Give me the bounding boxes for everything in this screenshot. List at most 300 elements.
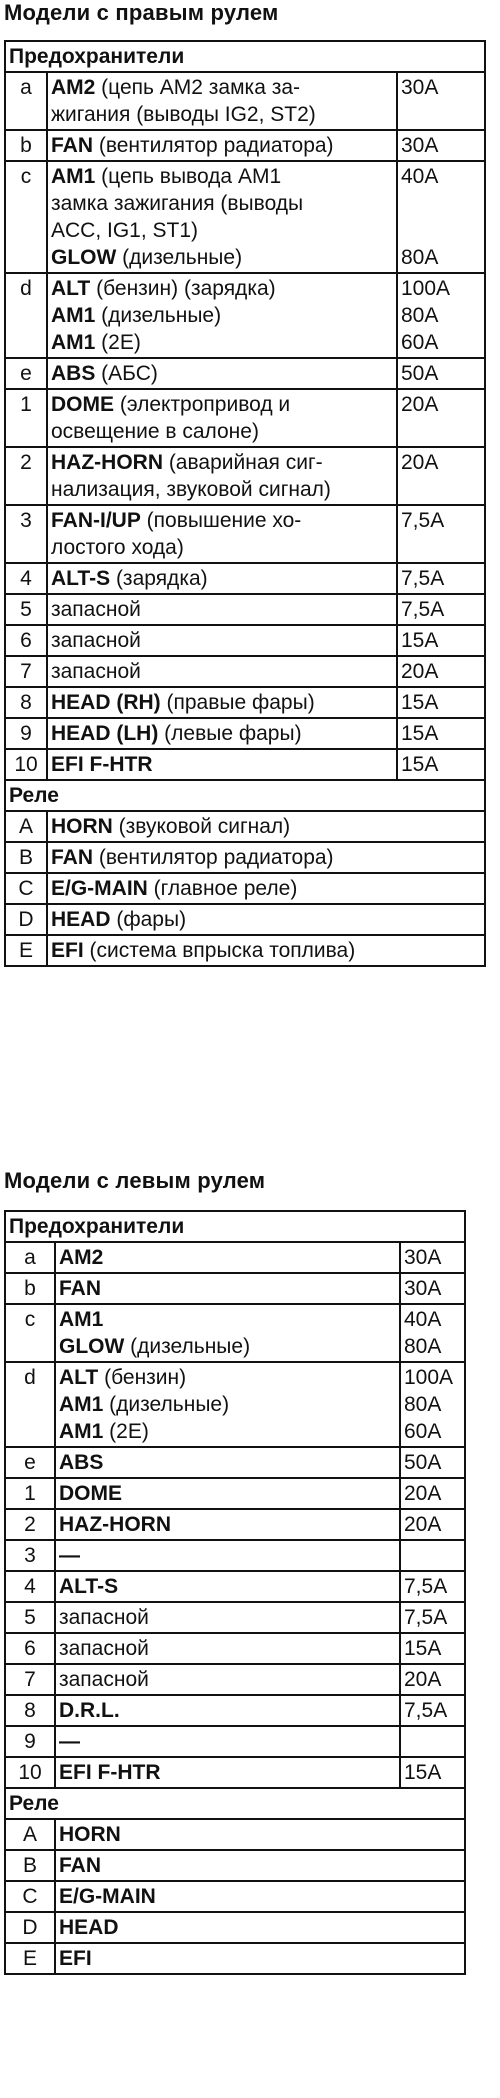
fuse-amperage: [400, 1447, 465, 1478]
fuse-description: [47, 130, 397, 161]
fuse-row: [5, 1695, 465, 1726]
fuse-amperage: [400, 1602, 465, 1633]
fuse-name: AM1: [51, 331, 96, 354]
fuses-heading: Предохранители: [5, 41, 485, 72]
fuse-amperage: [397, 594, 485, 625]
fuse-line: [51, 217, 393, 244]
amperage-value: 80A: [401, 246, 439, 269]
amperage-value: 7,5A: [404, 1699, 448, 1722]
fuse-id: b: [5, 130, 47, 161]
amperage-value: [404, 1728, 461, 1755]
relay-note: (звуковой сигнал): [112, 815, 291, 838]
relay-description: [55, 1881, 465, 1912]
amperage-value: 60A: [401, 331, 439, 354]
fuse-amperage: [397, 358, 485, 389]
relay-row: [5, 1850, 465, 1881]
relay-id: C: [5, 873, 47, 904]
fuse-description: [55, 1602, 400, 1633]
fuse-id: b: [5, 1273, 55, 1304]
fuse-line: [51, 74, 393, 101]
fuse-description: [55, 1695, 400, 1726]
relay-description: [47, 904, 485, 935]
fuse-name: ALT: [51, 277, 91, 300]
relay-id: A: [5, 811, 47, 842]
fuse-amperage: [397, 447, 485, 505]
fuse-description: [47, 358, 397, 389]
fuse-note: (цепь вывода AM1: [95, 165, 282, 188]
amperage-value: [401, 217, 481, 244]
fuse-description: [47, 389, 397, 447]
fuse-id: c: [5, 1304, 55, 1362]
fuse-description: [47, 749, 397, 780]
fuse-note: (зарядка): [110, 567, 208, 590]
fuse-line: [59, 1275, 396, 1302]
fuse-note: замка зажигания (выводы: [51, 192, 304, 215]
fuse-row: [5, 1571, 465, 1602]
fuse-line: [59, 1418, 396, 1445]
lhd-fuse-table: [4, 1210, 466, 1975]
fuse-row: [5, 72, 485, 130]
fuse-name: HEAD (LH): [51, 722, 159, 745]
fuse-description: [55, 1633, 400, 1664]
rhd-section-title: Модели с правым рулем: [4, 0, 279, 25]
fuse-id: 1: [5, 389, 47, 447]
fuse-description: [47, 718, 397, 749]
fuse-amperage: [400, 1304, 465, 1362]
fuse-id: 6: [5, 625, 47, 656]
fuse-amperage: [400, 1726, 465, 1757]
fuse-name: AM1: [59, 1308, 104, 1331]
fuse-note: (вентилятор радиатора): [93, 134, 334, 157]
fuse-name: ALT-S: [59, 1575, 119, 1598]
amperage-value: 80A: [401, 304, 439, 327]
relay-description: [47, 873, 485, 904]
fuse-id: 4: [5, 563, 47, 594]
fuse-description: [47, 625, 397, 656]
fuse-description: [55, 1540, 400, 1571]
relays-heading-row: [5, 780, 485, 811]
amperage-value: 30A: [404, 1277, 442, 1300]
fuse-description: [55, 1726, 400, 1757]
relay-description: [47, 811, 485, 842]
amperage-value: 7,5A: [401, 567, 445, 590]
relay-id: E: [5, 935, 47, 966]
fuse-amperage: [397, 273, 485, 358]
fuse-name: —: [59, 1544, 80, 1567]
fuse-id: 6: [5, 1633, 55, 1664]
relay-row: [5, 1819, 465, 1850]
fuse-note: (левые фары): [158, 722, 302, 745]
fuse-line: [51, 132, 393, 159]
relay-row: [5, 811, 485, 842]
fuse-line: [59, 1511, 396, 1538]
fuse-description: [55, 1664, 400, 1695]
amperage-value: 80A: [404, 1393, 442, 1416]
fuse-name: ALT: [59, 1366, 99, 1389]
fuse-name: DOME: [59, 1482, 122, 1505]
fuse-line: [59, 1244, 396, 1271]
fuse-description: [55, 1362, 400, 1447]
fuse-line: [51, 163, 393, 190]
relay-row: [5, 1912, 465, 1943]
fuse-name: ALT-S: [51, 567, 111, 590]
fuse-note: запасной: [51, 660, 141, 683]
fuse-line: [51, 720, 393, 747]
fuse-line: [59, 1666, 396, 1693]
fuse-line: [59, 1364, 396, 1391]
fuse-note: лостого хода): [51, 536, 184, 559]
fuses-heading-row: [5, 1211, 465, 1242]
fuse-description: [47, 563, 397, 594]
fuse-line: [51, 329, 393, 356]
relay-name: FAN: [59, 1854, 101, 1877]
fuse-row: [5, 1509, 465, 1540]
fuse-note: ACC, IG1, ST1): [51, 219, 199, 242]
fuse-description: [55, 1757, 400, 1788]
fuse-description: [47, 72, 397, 130]
fuse-line: [59, 1449, 396, 1476]
fuse-description: [55, 1304, 400, 1362]
fuse-line: [51, 689, 393, 716]
fuse-amperage: [397, 505, 485, 563]
relay-row: [5, 1943, 465, 1974]
relay-name: HEAD: [51, 908, 111, 931]
relay-id: E: [5, 1943, 55, 1974]
rhd-fuse-table: [4, 40, 486, 967]
amperage-value: 20A: [404, 1668, 442, 1691]
fuse-row: [5, 1540, 465, 1571]
fuse-description: [55, 1478, 400, 1509]
fuse-id: 10: [5, 1757, 55, 1788]
fuse-note: (дизельные): [103, 1393, 230, 1416]
fuse-description: [55, 1571, 400, 1602]
fuse-line: [59, 1697, 396, 1724]
fuse-row: [5, 749, 485, 780]
relay-id: D: [5, 1912, 55, 1943]
lhd-section-title: Модели с левым рулем: [4, 1168, 266, 1193]
relay-id: C: [5, 1881, 55, 1912]
amperage-value: 30A: [401, 76, 439, 99]
fuse-id: a: [5, 72, 47, 130]
fuse-description: [55, 1242, 400, 1273]
relay-description: [55, 1912, 465, 1943]
amperage-value: [404, 1542, 461, 1569]
fuse-description: [47, 594, 397, 625]
relay-description: [47, 935, 485, 966]
relays-heading: Реле: [5, 1788, 465, 1819]
fuse-row: [5, 1664, 465, 1695]
relay-id: A: [5, 1819, 55, 1850]
fuse-id: 8: [5, 1695, 55, 1726]
fuse-line: [51, 391, 393, 418]
fuse-name: AM1: [51, 165, 96, 188]
fuse-amperage: [397, 625, 485, 656]
fuse-name: FAN: [51, 134, 93, 157]
fuse-id: 2: [5, 1509, 55, 1540]
fuse-name: GLOW: [51, 246, 117, 269]
relay-row: [5, 873, 485, 904]
fuse-amperage: [397, 749, 485, 780]
fuse-line: [51, 418, 393, 445]
fuses-heading-row: [5, 41, 485, 72]
relay-name: E/G-MAIN: [59, 1885, 156, 1908]
fuse-name: AM1: [51, 304, 96, 327]
fuse-description: [47, 161, 397, 273]
fuse-note: (2E): [95, 331, 141, 354]
fuse-note: жигания (выводы IG2, ST2): [51, 103, 316, 126]
fuse-name: AM2: [59, 1246, 104, 1269]
fuse-row: [5, 358, 485, 389]
relay-name: HORN: [51, 815, 113, 838]
fuse-note: (электропривод и: [114, 393, 291, 416]
fuse-amperage: [397, 130, 485, 161]
relay-description: [55, 1819, 465, 1850]
fuse-row: [5, 273, 485, 358]
fuse-amperage: [397, 161, 485, 273]
relay-note: (главное реле): [147, 877, 298, 900]
amperage-value: 15A: [404, 1761, 442, 1784]
amperage-value: [401, 190, 481, 217]
fuse-line: [51, 476, 393, 503]
fuse-description: [55, 1447, 400, 1478]
amperage-value: 50A: [401, 362, 439, 385]
fuse-id: 2: [5, 447, 47, 505]
fuse-id: 8: [5, 687, 47, 718]
fuse-note: (цепь AM2 замка за-: [95, 76, 301, 99]
amperage-value: 20A: [401, 451, 439, 474]
fuse-row: [5, 1633, 465, 1664]
fuse-description: [47, 273, 397, 358]
amperage-value: 7,5A: [404, 1575, 448, 1598]
fuse-row: [5, 161, 485, 273]
fuse-line: [51, 244, 393, 271]
fuse-row: [5, 718, 485, 749]
relay-row: [5, 935, 485, 966]
fuse-name: HAZ-HORN: [51, 451, 163, 474]
relay-id: B: [5, 842, 47, 873]
fuse-note: (дизельные): [116, 246, 243, 269]
amperage-value: 80A: [404, 1335, 442, 1358]
fuse-description: [47, 687, 397, 718]
amperage-value: 15A: [401, 629, 439, 652]
fuse-row: [5, 1273, 465, 1304]
fuse-id: 7: [5, 1664, 55, 1695]
fuse-id: 3: [5, 1540, 55, 1571]
fuse-name: DOME: [51, 393, 114, 416]
relays-heading-row: [5, 1788, 465, 1819]
fuse-description: [55, 1509, 400, 1540]
fuse-id: e: [5, 1447, 55, 1478]
fuse-id: d: [5, 273, 47, 358]
fuse-name: ABS: [59, 1451, 104, 1474]
fuse-name: AM2: [51, 76, 96, 99]
fuse-id: c: [5, 161, 47, 273]
fuse-amperage: [397, 656, 485, 687]
fuse-note: освещение в салоне): [51, 420, 259, 443]
relay-id: D: [5, 904, 47, 935]
fuse-line: [51, 565, 393, 592]
fuse-row: [5, 1242, 465, 1273]
relay-note: (фары): [110, 908, 187, 931]
amperage-value: 20A: [404, 1482, 442, 1505]
relay-row: [5, 842, 485, 873]
fuse-line: [51, 658, 393, 685]
relay-name: EFI: [51, 939, 84, 962]
amperage-value: 30A: [404, 1246, 442, 1269]
fuse-id: 4: [5, 1571, 55, 1602]
fuse-line: [51, 534, 393, 561]
fuse-row: [5, 130, 485, 161]
fuse-row: [5, 1602, 465, 1633]
fuse-amperage: [400, 1273, 465, 1304]
amperage-value: 40A: [401, 165, 439, 188]
fuse-amperage: [400, 1695, 465, 1726]
fuse-note: запасной: [51, 598, 141, 621]
fuse-name: —: [59, 1730, 80, 1753]
amperage-value: 15A: [404, 1637, 442, 1660]
fuse-id: d: [5, 1362, 55, 1447]
relay-note: (система впрыска топлива): [83, 939, 356, 962]
amperage-value: 15A: [401, 722, 439, 745]
fuse-note: запасной: [51, 629, 141, 652]
fuse-line: [51, 101, 393, 128]
amperage-value: 40A: [404, 1308, 442, 1331]
fuse-line: [51, 360, 393, 387]
relay-name: E/G-MAIN: [51, 877, 148, 900]
fuse-note: (повышение хо-: [140, 509, 302, 532]
fuse-name: EFI F-HTR: [51, 753, 153, 776]
fuse-row: [5, 1478, 465, 1509]
relay-description: [55, 1850, 465, 1881]
fuse-row: [5, 656, 485, 687]
fuse-line: [51, 627, 393, 654]
fuse-amperage: [397, 389, 485, 447]
fuse-note: (АБС): [95, 362, 158, 385]
fuse-row: [5, 1362, 465, 1447]
fuse-line: [59, 1573, 396, 1600]
fuse-id: 1: [5, 1478, 55, 1509]
fuse-row: [5, 447, 485, 505]
relay-description: [55, 1943, 465, 1974]
fuse-row: [5, 563, 485, 594]
fuse-description: [55, 1273, 400, 1304]
fuse-row: [5, 505, 485, 563]
relay-name: FAN: [51, 846, 93, 869]
fuse-line: [59, 1542, 396, 1569]
fuse-row: [5, 1447, 465, 1478]
amperage-value: 100A: [401, 277, 451, 300]
fuse-note: запасной: [59, 1668, 149, 1691]
amperage-value: 60A: [404, 1420, 442, 1443]
relay-name: HORN: [59, 1823, 121, 1846]
fuse-amperage: [400, 1571, 465, 1602]
amperage-value: 20A: [401, 660, 439, 683]
fuse-amperage: [400, 1540, 465, 1571]
fuse-row: [5, 1726, 465, 1757]
fuse-amperage: [400, 1633, 465, 1664]
fuse-id: a: [5, 1242, 55, 1273]
fuse-line: [51, 449, 393, 476]
fuse-row: [5, 625, 485, 656]
fuse-description: [47, 505, 397, 563]
amperage-value: 20A: [401, 393, 439, 416]
fuse-name: GLOW: [59, 1335, 125, 1358]
fuse-line: [59, 1391, 396, 1418]
fuse-name: FAN-I/UP: [51, 509, 141, 532]
fuse-amperage: [400, 1478, 465, 1509]
fuse-amperage: [400, 1509, 465, 1540]
amperage-value: 7,5A: [401, 598, 445, 621]
relay-name: HEAD: [59, 1916, 119, 1939]
relay-name: EFI: [59, 1947, 92, 1970]
fuse-line: [51, 275, 393, 302]
fuse-amperage: [400, 1664, 465, 1695]
fuse-line: [59, 1333, 396, 1360]
fuse-row: [5, 594, 485, 625]
fuse-row: [5, 389, 485, 447]
relays-heading: Реле: [5, 780, 485, 811]
fuse-name: HEAD (RH): [51, 691, 161, 714]
fuse-name: EFI F-HTR: [59, 1761, 161, 1784]
fuse-id: 10: [5, 749, 47, 780]
fuse-name: D.R.L.: [59, 1699, 120, 1722]
fuse-description: [47, 656, 397, 687]
amperage-value: 15A: [401, 691, 439, 714]
fuse-row: [5, 1304, 465, 1362]
fuses-heading: Предохранители: [5, 1211, 465, 1242]
amperage-value: 7,5A: [401, 509, 445, 532]
fuse-line: [59, 1604, 396, 1631]
fuse-note: (правые фары): [160, 691, 315, 714]
fuse-row: [5, 687, 485, 718]
fuse-note: (бензин) (зарядка): [90, 277, 276, 300]
fuse-id: 9: [5, 1726, 55, 1757]
fuse-id: 3: [5, 505, 47, 563]
fuse-id: 5: [5, 1602, 55, 1633]
relay-row: [5, 904, 485, 935]
fuse-amperage: [397, 718, 485, 749]
fuse-line: [59, 1480, 396, 1507]
amperage-value: 7,5A: [404, 1606, 448, 1629]
fuse-note: нализация, звуковой сигнал): [51, 478, 331, 501]
fuse-name: ABS: [51, 362, 96, 385]
relay-row: [5, 1881, 465, 1912]
amperage-value: 30A: [401, 134, 439, 157]
fuse-id: 9: [5, 718, 47, 749]
fuse-amperage: [397, 72, 485, 130]
fuse-line: [59, 1728, 396, 1755]
fuse-id: e: [5, 358, 47, 389]
fuse-note: (аварийная сиг-: [162, 451, 323, 474]
fuse-line: [59, 1635, 396, 1662]
fuse-line: [51, 751, 393, 778]
amperage-value: 15A: [401, 753, 439, 776]
fuse-line: [51, 596, 393, 623]
fuse-note: (бензин): [98, 1366, 187, 1389]
relay-description: [47, 842, 485, 873]
fuse-amperage: [400, 1757, 465, 1788]
fuse-id: 5: [5, 594, 47, 625]
relay-note: (вентилятор радиатора): [93, 846, 334, 869]
fuse-line: [59, 1306, 396, 1333]
fuse-amperage: [397, 687, 485, 718]
fuse-amperage: [400, 1362, 465, 1447]
fuse-name: HAZ-HORN: [59, 1513, 171, 1536]
fuse-description: [47, 447, 397, 505]
fuse-line: [51, 302, 393, 329]
fuse-note: запасной: [59, 1606, 149, 1629]
fuse-name: AM1: [59, 1393, 104, 1416]
